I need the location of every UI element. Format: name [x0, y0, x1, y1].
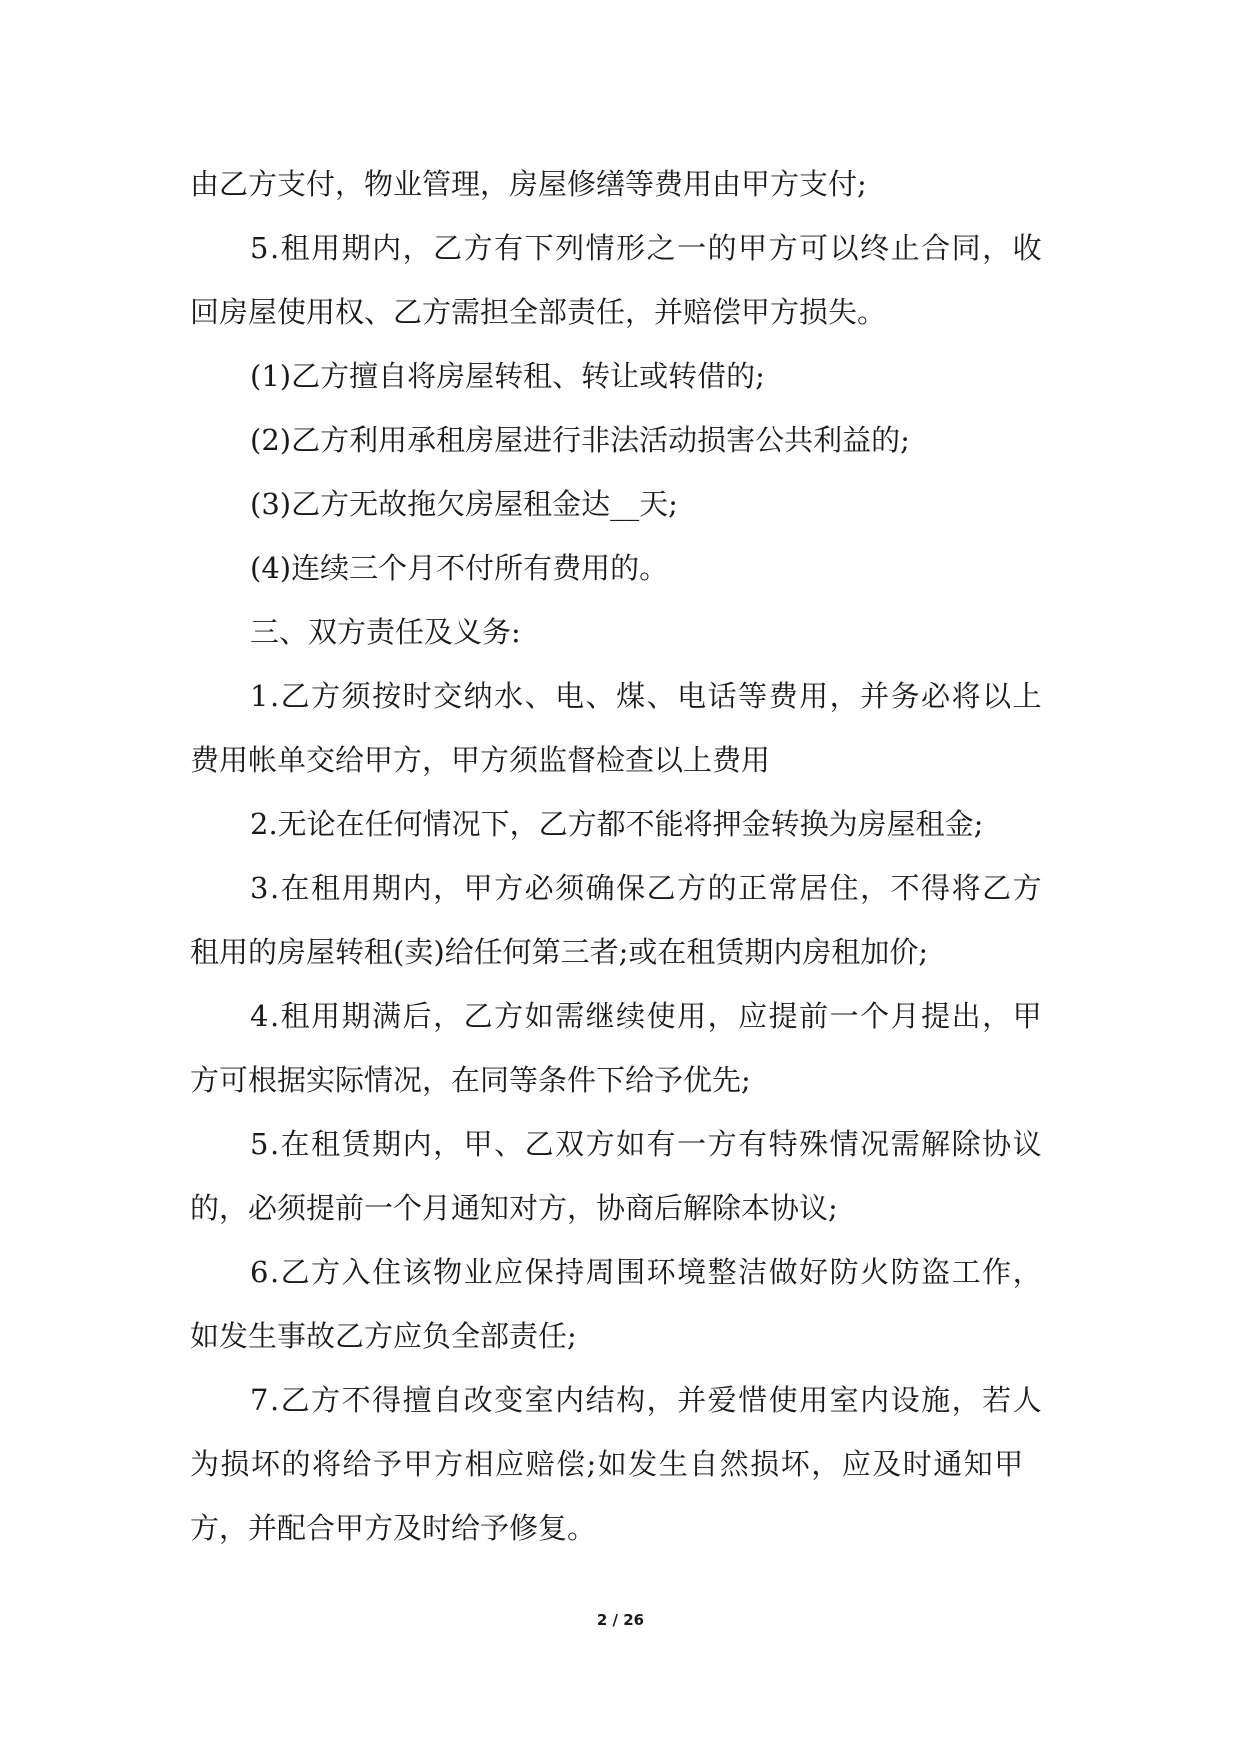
text-line: 的，必须提前一个月通知对方，协商后解除本协议;	[190, 1191, 838, 1225]
text-line: 1.乙方须按时交纳水、电、煤、电话等费用，并务必将以上	[250, 679, 1044, 713]
text-line: 为损坏的将给予甲方相应赔偿;如发生自然损坏，应及时通知甲	[190, 1447, 1025, 1481]
text-line: (4)连续三个月不付所有费用的。	[250, 551, 669, 585]
page-number: 2 / 26	[596, 1611, 645, 1629]
text-line: 3.在租用期内，甲方必须确保乙方的正常居住，不得将乙方	[250, 871, 1044, 905]
text-line: 5.在租赁期内，甲、乙双方如有一方有特殊情况需解除协议	[250, 1127, 1044, 1161]
text-line: (3)乙方无故拖欠房屋租金达__天;	[250, 487, 678, 521]
text-line: 回房屋使用权、乙方需担全部责任，并赔偿甲方损失。	[190, 295, 887, 329]
text-line: 7.乙方不得擅自改变室内结构，并爱惜使用室内设施，若人	[250, 1383, 1044, 1417]
text-line: 方可根据实际情况，在同等条件下给予优先;	[190, 1063, 751, 1097]
text-line: 如发生事故乙方应负全部责任;	[190, 1319, 577, 1353]
text-line: 5.租用期内，乙方有下列情形之一的甲方可以终止合同，收	[250, 231, 1044, 265]
text-line: 方，并配合甲方及时给予修复。	[190, 1511, 597, 1545]
text-line: (1)乙方擅自将房屋转租、转让或转借的;	[250, 359, 765, 393]
section-heading: 三、双方责任及义务:	[250, 615, 521, 649]
text-line: 由乙方支付，物业管理，房屋修缮等费用由甲方支付;	[190, 167, 867, 201]
text-line: (2)乙方利用承租房屋进行非法活动损害公共利益的;	[250, 423, 910, 457]
text-line: 6.乙方入住该物业应保持周围环境整洁做好防火防盗工作，	[250, 1255, 1044, 1289]
text-line: 租用的房屋转租(卖)给任何第三者;或在租赁期内房租加价;	[190, 935, 929, 969]
text-line: 2.无论在任何情况下，乙方都不能将押金转换为房屋租金;	[250, 807, 984, 841]
text-line: 费用帐单交给甲方，甲方须监督检查以上费用	[190, 743, 771, 777]
text-line: 4.租用期满后，乙方如需继续使用，应提前一个月提出，甲	[250, 999, 1044, 1033]
